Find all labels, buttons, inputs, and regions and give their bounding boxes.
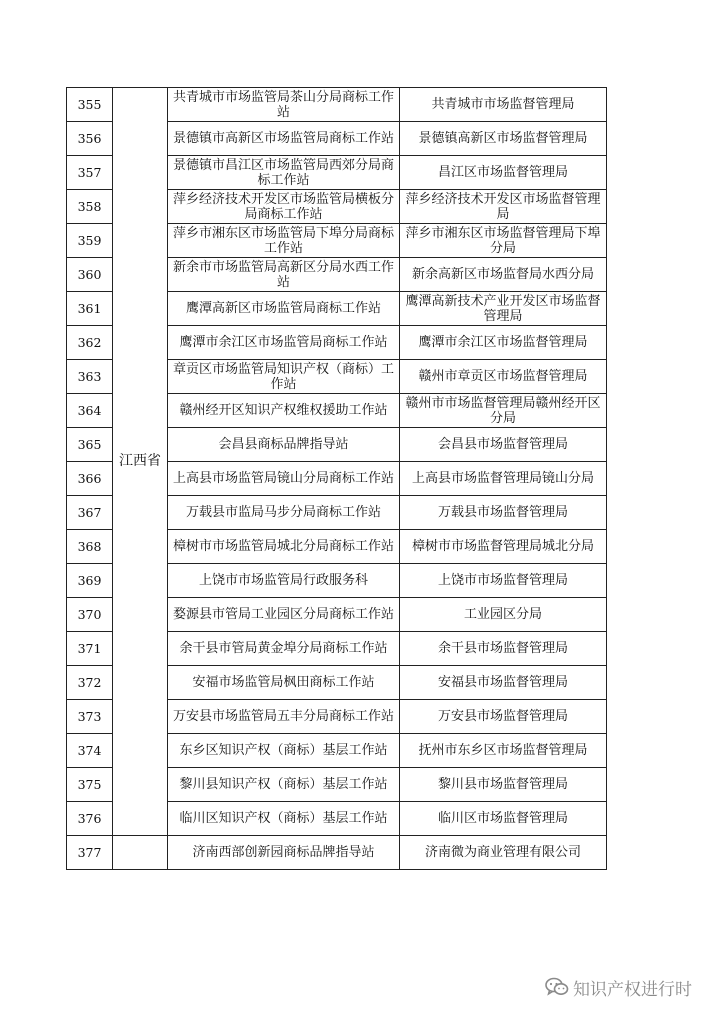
host-unit-cell: 昌江区市场监督管理局 xyxy=(400,156,607,190)
row-number: 356 xyxy=(67,122,113,156)
row-number: 374 xyxy=(67,734,113,768)
host-unit-cell: 共青城市市场监督管理局 xyxy=(400,88,607,122)
station-name-cell: 万载县市监局马步分局商标工作站 xyxy=(168,496,400,530)
station-name-cell: 章贡区市场监管局知识产权（商标）工作站 xyxy=(168,360,400,394)
row-number: 372 xyxy=(67,666,113,700)
row-number: 355 xyxy=(67,88,113,122)
station-name-cell: 临川区知识产权（商标）基层工作站 xyxy=(168,802,400,836)
row-number: 365 xyxy=(67,428,113,462)
station-name-cell: 赣州经开区知识产权维权援助工作站 xyxy=(168,394,400,428)
station-name-cell: 新余市市场监管局高新区分局水西工作站 xyxy=(168,258,400,292)
host-unit-cell: 万载县市场监督管理局 xyxy=(400,496,607,530)
station-name-cell: 萍乡经济技术开发区市场监管局横板分局商标工作站 xyxy=(168,190,400,224)
row-number: 371 xyxy=(67,632,113,666)
host-unit-cell: 上高县市场监督管理局镜山分局 xyxy=(400,462,607,496)
host-unit-cell: 黎川县市场监督管理局 xyxy=(400,768,607,802)
row-number: 362 xyxy=(67,326,113,360)
row-number: 366 xyxy=(67,462,113,496)
station-name-cell: 黎川县知识产权（商标）基层工作站 xyxy=(168,768,400,802)
row-number: 377 xyxy=(67,836,113,870)
row-number: 376 xyxy=(67,802,113,836)
row-number: 358 xyxy=(67,190,113,224)
host-unit-cell: 新余高新区市场监督局水西分局 xyxy=(400,258,607,292)
row-number: 364 xyxy=(67,394,113,428)
station-name-cell: 景德镇市昌江区市场监管局西郊分局商标工作站 xyxy=(168,156,400,190)
host-unit-cell: 鹰潭高新技术产业开发区市场监督管理局 xyxy=(400,292,607,326)
host-unit-cell: 济南微为商业管理有限公司 xyxy=(400,836,607,870)
province-cell-empty xyxy=(113,836,168,870)
host-unit-cell: 赣州市章贡区市场监督管理局 xyxy=(400,360,607,394)
host-unit-cell: 抚州市东乡区市场监督管理局 xyxy=(400,734,607,768)
station-name-cell: 鹰潭市余江区市场监管局商标工作站 xyxy=(168,326,400,360)
station-name-cell: 萍乡市湘东区市场监管局下埠分局商标工作站 xyxy=(168,224,400,258)
row-number: 373 xyxy=(67,700,113,734)
host-unit-cell: 鹰潭市余江区市场监督管理局 xyxy=(400,326,607,360)
wechat-icon xyxy=(545,977,569,997)
station-name-cell: 余干县市管局黄金埠分局商标工作站 xyxy=(168,632,400,666)
host-unit-cell: 赣州市市场监督管理局赣州经开区分局 xyxy=(400,394,607,428)
row-number: 375 xyxy=(67,768,113,802)
row-number: 369 xyxy=(67,564,113,598)
station-name-cell: 济南西部创新园商标品牌指导站 xyxy=(168,836,400,870)
row-number: 357 xyxy=(67,156,113,190)
row-number: 363 xyxy=(67,360,113,394)
station-name-cell: 会昌县商标品牌指导站 xyxy=(168,428,400,462)
host-unit-cell: 余干县市场监督管理局 xyxy=(400,632,607,666)
host-unit-cell: 上饶市市场监督管理局 xyxy=(400,564,607,598)
row-number: 370 xyxy=(67,598,113,632)
host-unit-cell: 萍乡经济技术开发区市场监督管理局 xyxy=(400,190,607,224)
host-unit-cell: 景德镇高新区市场监督管理局 xyxy=(400,122,607,156)
host-unit-cell: 樟树市市场监督管理局城北分局 xyxy=(400,530,607,564)
host-unit-cell: 会昌县市场监督管理局 xyxy=(400,428,607,462)
province-cell: 江西省 xyxy=(113,88,168,836)
station-name-cell: 上高县市场监管局镜山分局商标工作站 xyxy=(168,462,400,496)
station-name-cell: 上饶市市场监管局行政服务科 xyxy=(168,564,400,598)
table-body xyxy=(67,88,607,870)
station-name-cell: 樟树市市场监管局城北分局商标工作站 xyxy=(168,530,400,564)
station-name-cell: 东乡区知识产权（商标）基层工作站 xyxy=(168,734,400,768)
row-number: 360 xyxy=(67,258,113,292)
row-number: 359 xyxy=(67,224,113,258)
host-unit-cell: 安福县市场监督管理局 xyxy=(400,666,607,700)
table-row xyxy=(67,836,607,870)
station-name-cell: 共青城市市场监管局茶山分局商标工作站 xyxy=(168,88,400,122)
host-unit-cell: 万安县市场监督管理局 xyxy=(400,700,607,734)
watermark-text: 知识产权进行时 xyxy=(573,979,692,1000)
host-unit-cell: 萍乡市湘东区市场监督管理局下埠分局 xyxy=(400,224,607,258)
row-number: 367 xyxy=(67,496,113,530)
station-name-cell: 万安县市场监管局五丰分局商标工作站 xyxy=(168,700,400,734)
station-name-cell: 安福市场监管局枫田商标工作站 xyxy=(168,666,400,700)
host-unit-cell: 工业园区分局 xyxy=(400,598,607,632)
table-row xyxy=(67,88,607,122)
watermark xyxy=(545,974,692,1000)
station-name-cell: 婺源县市管局工业园区分局商标工作站 xyxy=(168,598,400,632)
host-unit-cell: 临川区市场监督管理局 xyxy=(400,802,607,836)
row-number: 361 xyxy=(67,292,113,326)
station-name-cell: 景德镇市高新区市场监管局商标工作站 xyxy=(168,122,400,156)
row-number: 368 xyxy=(67,530,113,564)
station-table xyxy=(66,87,607,870)
station-name-cell: 鹰潭高新区市场监管局商标工作站 xyxy=(168,292,400,326)
